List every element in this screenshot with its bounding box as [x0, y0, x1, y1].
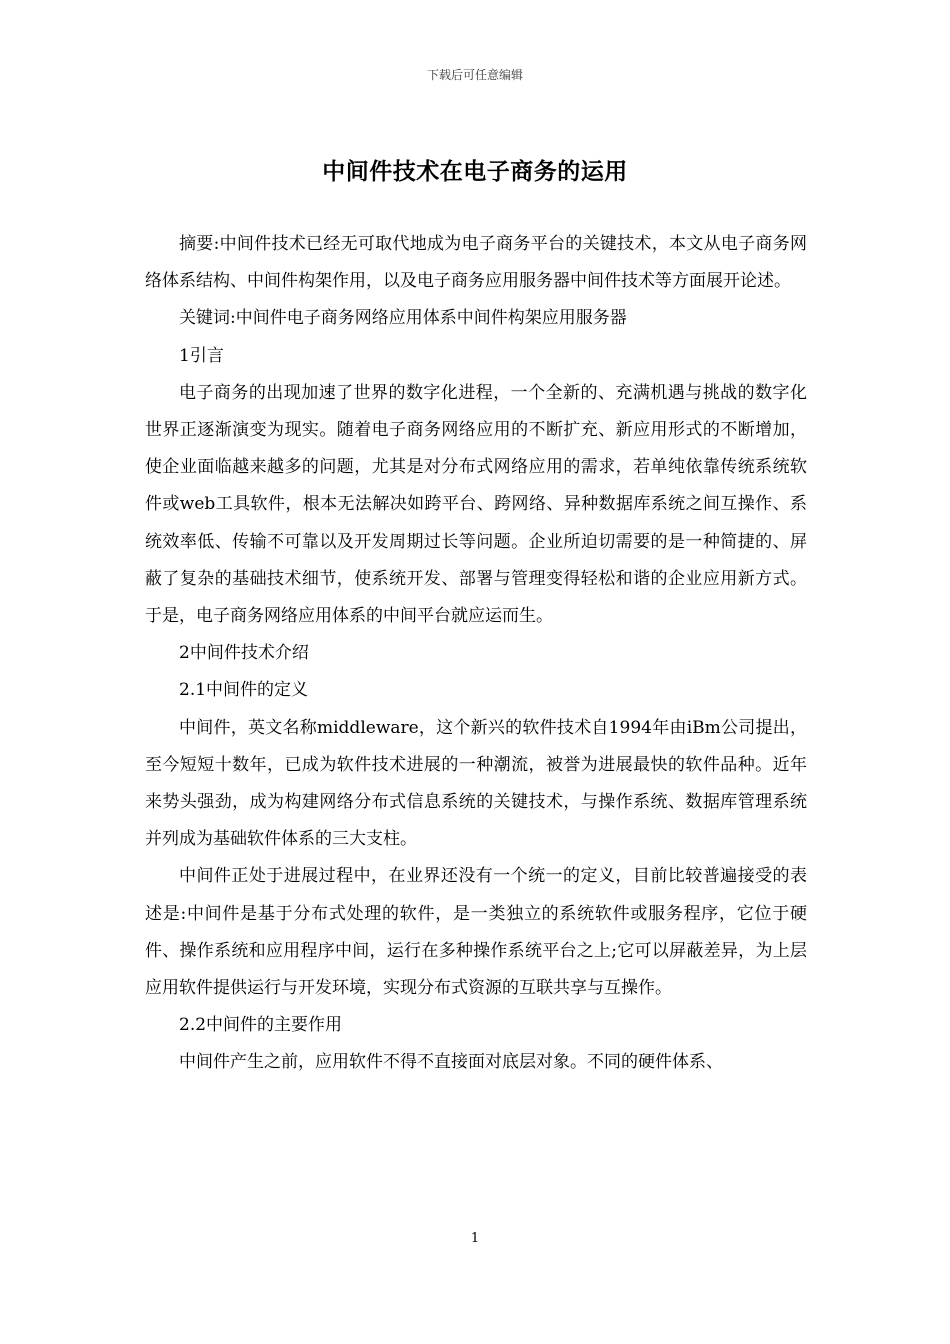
page-number: 1: [470, 1231, 480, 1246]
body-paragraph: 电子商务的出现加速了世界的数字化进程，一个全新的、充满机遇与挑战的数字化世界正逐渐演变为现实。随着电子商务网络应用的不断扩充、新应用形式的不断增加，使企业面临越来越多的问题，尤其是对分布式网络应用的需求，若单纯依靠传统系统软件或web工具软件，根本无法解决如跨平台、跨网络、异种数据库系统之间互操作、系统效率低、传输不可靠以及开发周期过长等问题。企业所迫切需要的是一种简捷的、屏蔽了复杂的基础技术细节，使系统开发、部署与管理变得轻松和谐的企业应用新方式。于是，电子商务网络应用体系的中间平台就应运而生。: [145, 382, 807, 627]
subsection-heading-definition: 2.1中间件的定义: [179, 680, 309, 701]
keywords-paragraph: 关键词:中间件电子商务网络应用体系中间件构架应用服务器: [179, 308, 627, 329]
body-paragraph: 中间件正处于进展过程中，在业界还没有一个统一的定义，目前比较普遍接受的表述是:中间件是基于分布式处理的软件，是一类独立的系统软件或服务程序，它位于硬件、操作系统和应用程序中间，运行在多种操作系统平台之上;它可以屏蔽差异，为上层应用软件提供运行与开发环境，实现分布式资源的互联共享与互操作。: [145, 866, 807, 999]
body-paragraph: 中间件，英文名称middleware，这个新兴的软件技术自1994年由iBm公司提出，至今短短十数年，已成为软件技术进展的一种潮流，被誉为进展最快的软件品种。近年来势头强劲，成为构建网络分布式信息系统的关键技术，与操作系统、数据库管理系统并列成为基础软件体系的三大支柱。: [145, 717, 807, 850]
section-heading-introduction: 1引言: [179, 345, 224, 366]
section-heading-middleware-intro: 2中间件技术介绍: [179, 643, 309, 664]
document-body: [145, 226, 807, 1082]
subsection-heading-main-role: 2.2中间件的主要作用: [179, 1015, 343, 1036]
page-header: 下载后可任意编辑: [426, 68, 523, 82]
document-title: 中间件技术在电子商务的运用: [322, 159, 628, 185]
abstract-paragraph: 摘要:中间件技术已经无可取代地成为电子商务平台的关键技术，本文从电子商务网络体系结构、中间件构架作用，以及电子商务应用服务器中间件技术等方面展开论述。: [145, 234, 807, 292]
body-paragraph: 中间件产生之前，应用软件不得不直接面对底层对象。不同的硬件体系、: [179, 1052, 723, 1073]
